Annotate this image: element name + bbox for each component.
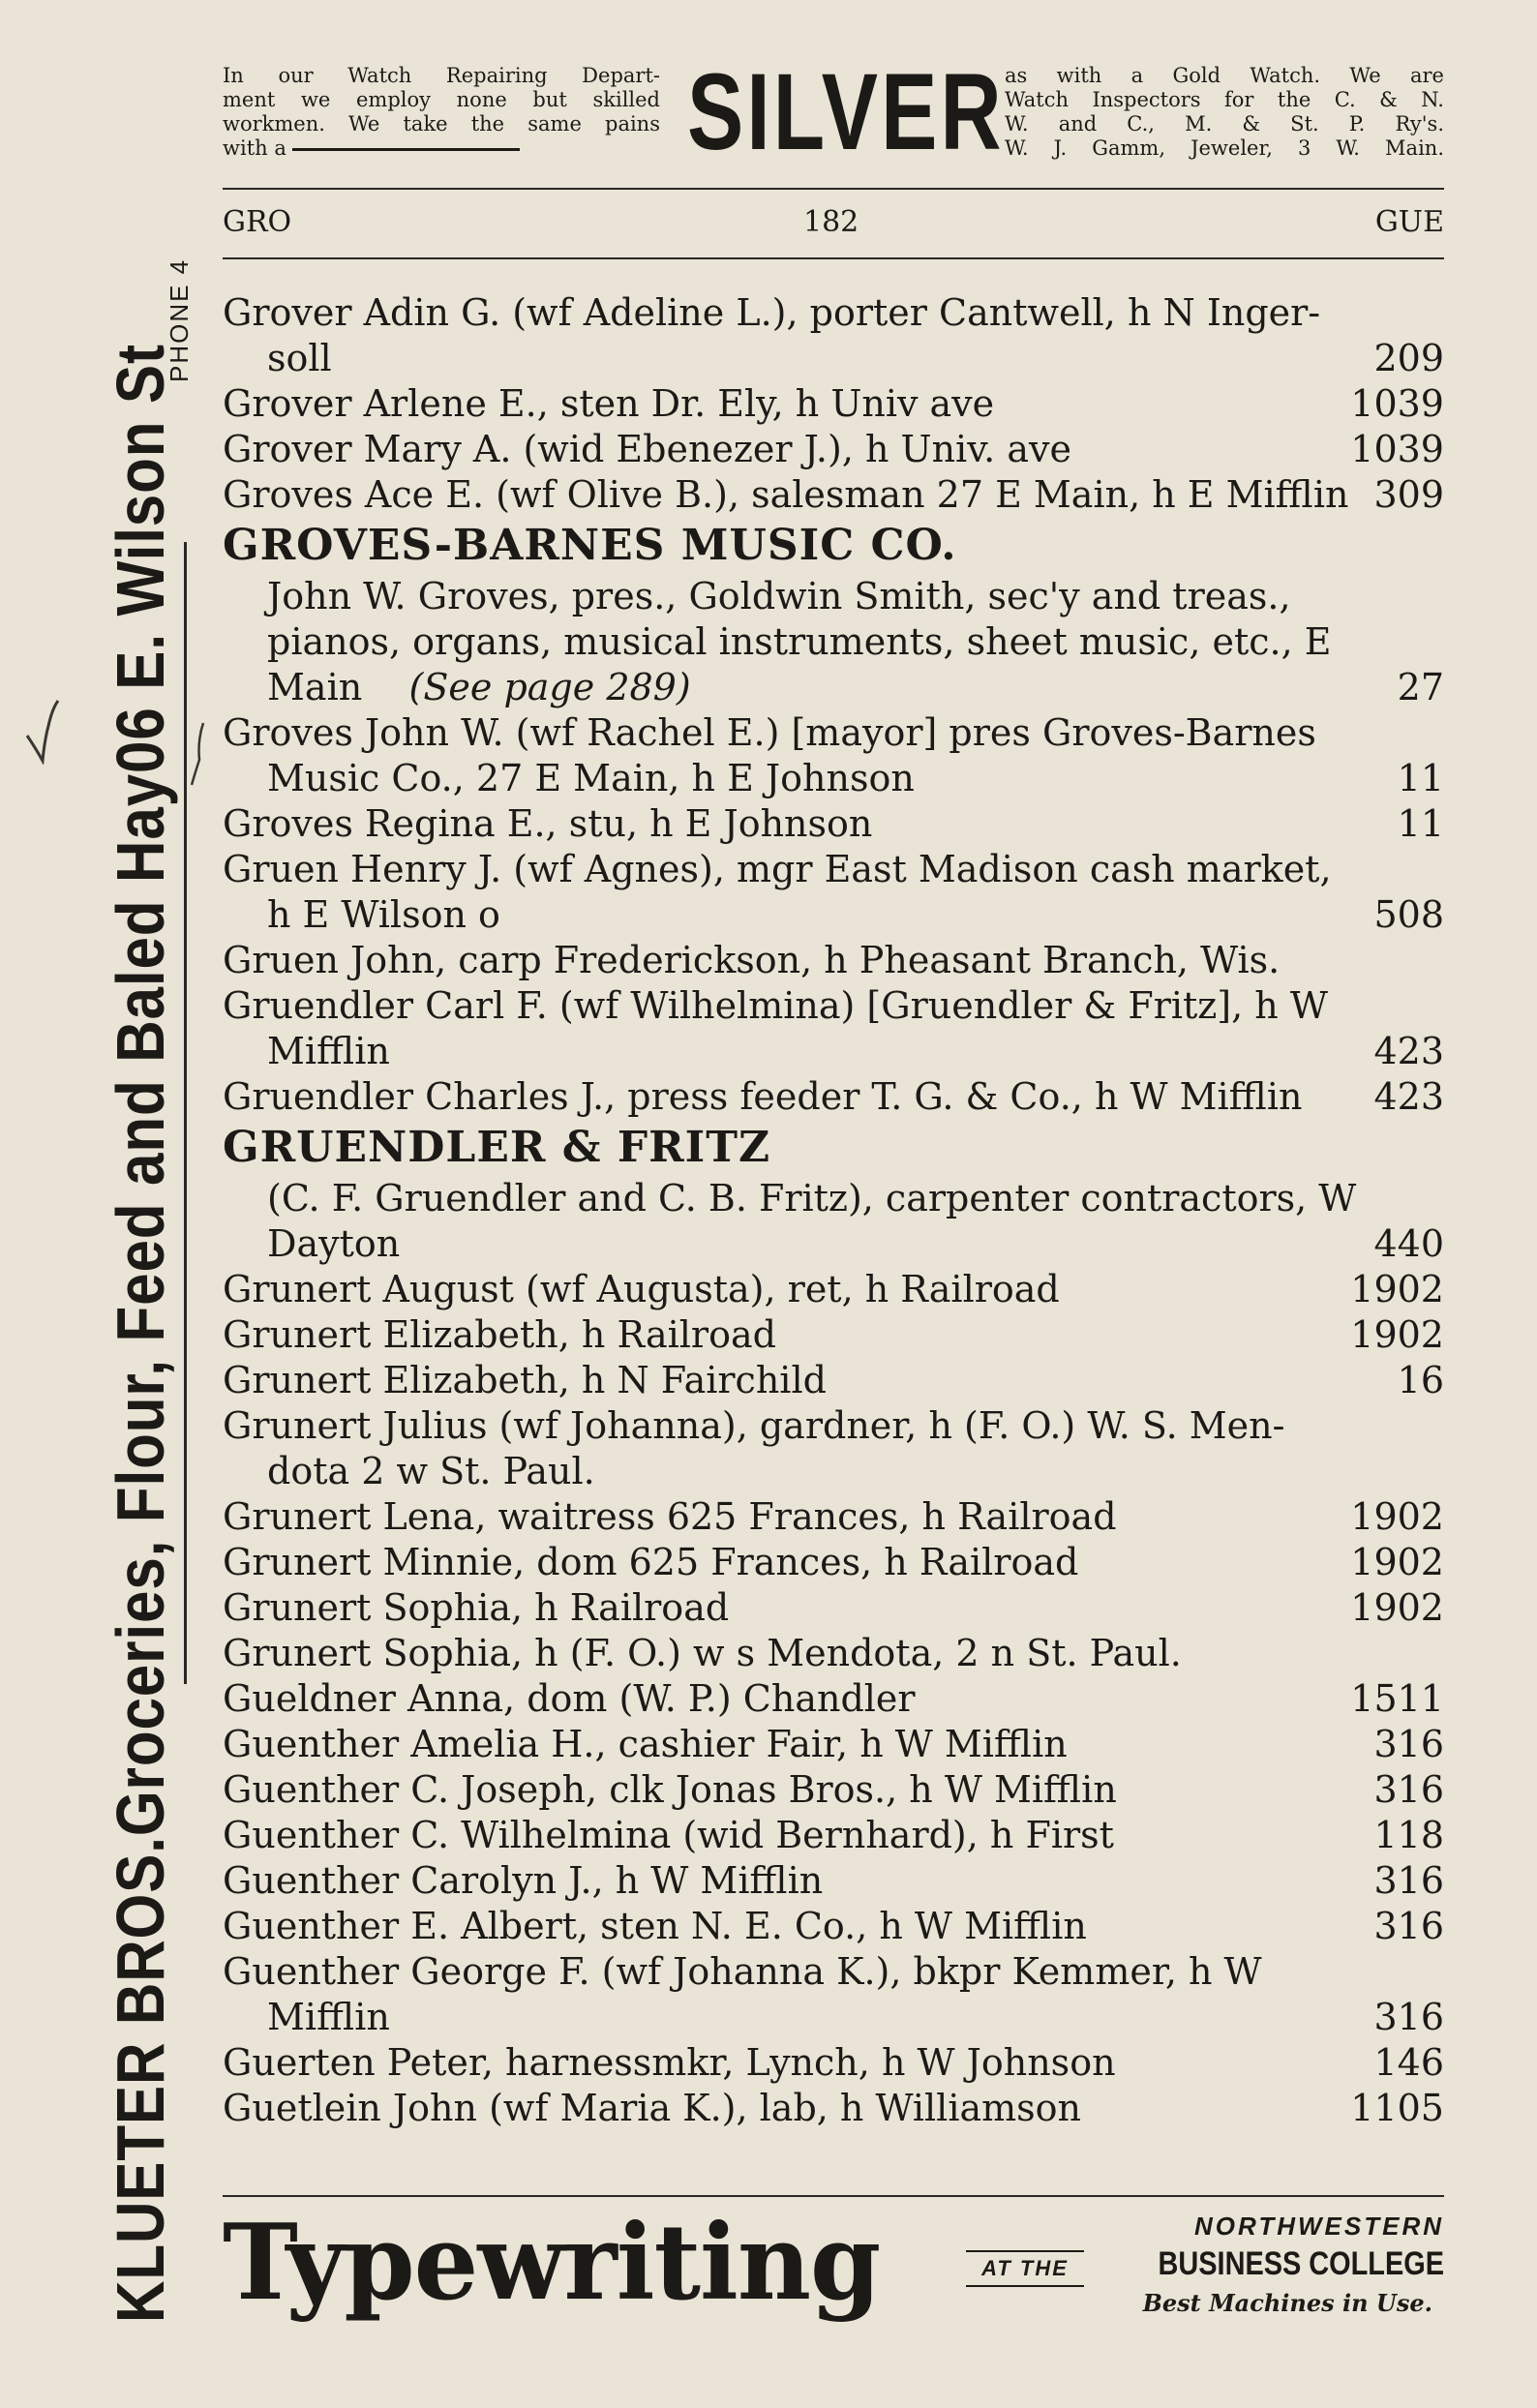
firm-description-text: John W. Groves, pres., Goldwin Smith, sec'y and treas., pianos, organs, musical instruments, sheet music, etc., E Main [267,575,1332,708]
side-ad-products: Groceries, Flour, Feed and Baled Hay [103,772,178,1837]
top-ad-left-text [223,64,660,161]
entry-number: 309 [1373,473,1444,516]
entry-number: 440 [1373,1222,1444,1265]
entry-text: Guerten Peter, harnessmkr, Lynch, h W Johnson [223,2041,1116,2084]
entry-text: Gruen Henry J. (wf Agnes), mgr East Madison cash market, h E Wilson o [223,848,1332,936]
entry-text: Guenther C. Wilhelmina (wid Bernhard), h First [223,1814,1114,1856]
entry-text: Gueldner Anna, dom (W. P.) Chandler [223,1677,916,1720]
entry-text: Guenther E. Albert, sten N. E. Co., h W Mifflin [223,1905,1087,1947]
list-item [223,1767,1444,1813]
entry-text: Grover Adin G. (wf Adeline L.), porter Cantwell, h N Inger-soll [223,291,1321,379]
list-item [223,1267,1444,1312]
entry-text: Guenther Amelia H., cashier Fair, h W Mifflin [223,1723,1068,1765]
list-item [223,1494,1444,1540]
entry-number: 423 [1373,1075,1444,1118]
entry-number: 1902 [1350,1268,1444,1310]
directory-listing [223,290,1444,2131]
typewriting-headline: Typewriting [223,2202,881,2324]
header-rule-top [223,188,1444,190]
side-margin-rule [184,542,187,1684]
blank-underline [292,148,520,151]
firm-name: GROVES-BARNES MUSIC CO. [223,521,957,570]
entry-number: 508 [1373,893,1444,936]
list-item [223,1074,1444,1120]
entry-text: Groves Regina E., stu, h E Johnson [223,802,873,845]
entry-text: Gruendler Charles J., press feeder T. G. & Co., h W Mifflin [223,1075,1303,1118]
entry-number: 423 [1373,1030,1444,1072]
top-ad-right-text [1005,64,1444,161]
page-number: 182 [803,205,859,239]
list-item [223,1722,1444,1767]
entry-text: Grunert August (wf Augusta), ret, h Railroad [223,1268,1060,1310]
header-right-guide: GUE [1374,205,1444,239]
entry-text: Gruen John, carp Frederickson, h Pheasant Branch, Wis. [223,939,1281,981]
entry-text: Grunert Elizabeth, h N Fairchild [223,1359,827,1401]
list-item [223,1631,1444,1676]
entry-text: Groves John W. (wf Rachel E.) [mayor] pres Groves-Barnes Music Co., 27 E Main, h E Johnson [223,711,1316,799]
entry-text: Guenther George F. (wf Johanna K.), bkpr Kemmer, h W Mifflin [223,1950,1262,2038]
list-item [223,1676,1444,1722]
entry-number: 316 [1373,1905,1444,1947]
firm-name: GRUENDLER & FRITZ [223,1123,771,1172]
college-name: BUSINESS COLLEGE [1158,2245,1444,2282]
entry-number: 1902 [1350,1586,1444,1629]
top-ad-left-line: In our Watch Repairing Depart- [223,64,660,87]
entry-text: Grunert Elizabeth, h Railroad [223,1313,776,1356]
list-item [223,847,1444,938]
top-ad-right-line: as with a Gold Watch. We are [1005,64,1444,87]
footer-rule [223,2195,1444,2197]
side-advertisement [82,344,198,2323]
entry-text: Guenther Carolyn J., h W Mifflin [223,1859,824,1902]
top-ad-right-line: W. and C., M. & St. P. Ry's. [1005,112,1444,135]
college-block [1105,2212,1444,2317]
list-item [223,472,1444,518]
entry-text: Grunert Sophia, h (F. O.) w s Mendota, 2 n St. Paul. [223,1632,1182,1674]
list-item [223,801,1444,847]
bottom-advertisement [223,2202,1444,2328]
top-ad-left-line: with a [223,136,286,160]
list-item [223,1585,1444,1631]
list-item [223,1949,1444,2040]
silver-headline: SILVER [687,51,1005,172]
entry-text: Grover Mary A. (wid Ebenezer J.), h Univ. ave [223,428,1071,470]
top-advertisement [223,51,1444,172]
list-item [223,1858,1444,1904]
top-ad-right-line: W. J. Gamm, Jeweler, 3 W. Main. [1005,136,1444,160]
header-left-guide: GRO [223,205,292,239]
entry-text: Grunert Sophia, h Railroad [223,1586,730,1629]
list-item [223,1358,1444,1403]
firm-description: (C. F. Gruendler and C. B. Fritz), carpenter contractors, W Dayton [267,1177,1357,1265]
pencil-bracket-mark-icon [190,721,211,789]
entry-text: Guenther C. Joseph, clk Jonas Bros., h W Mifflin [223,1768,1117,1811]
list-item [223,2086,1444,2131]
list-item [223,710,1444,801]
list-item [223,1540,1444,1585]
entry-number: 1902 [1350,1495,1444,1538]
entry-text: Gruendler Carl F. (wf Wilhelmina) [Gruendler & Fritz], h W Mifflin [223,984,1328,1072]
top-ad-right-line: Watch Inspectors for the C. & N. [1005,88,1444,111]
list-item [223,938,1444,983]
entry-number: 146 [1373,2041,1444,2084]
entry-number: 1902 [1350,1313,1444,1356]
firm-description [223,574,1444,710]
side-ad-address: 06 E. Wilson St [103,344,178,773]
entry-number: 1039 [1350,382,1444,425]
firm-page-reference: (See page 289) [408,666,691,708]
entry-number: 316 [1373,1859,1444,1902]
top-ad-left-line: ment we employ none but skilled [223,88,660,111]
top-ad-left-line: workmen. We take the same pains [223,112,660,135]
list-item [223,427,1444,472]
entry-number: 316 [1373,1768,1444,1811]
list-item [223,2040,1444,2086]
entry-number: 209 [1373,337,1444,379]
entry-number: 316 [1373,1996,1444,2038]
list-item [223,1904,1444,1949]
list-item [223,1403,1444,1494]
entry-number: 16 [1397,1359,1444,1401]
entry-text: Grunert Minnie, dom 625 Frances, h Railroad [223,1541,1079,1583]
list-item [223,381,1444,427]
running-header [223,205,1444,248]
college-region: NORTHWESTERN [1194,2212,1444,2241]
entry-text: Grunert Lena, waitress 625 Frances, h Railroad [223,1495,1117,1538]
list-item [223,290,1444,381]
header-rule-bottom [223,257,1444,259]
entry-number: 1902 [1350,1541,1444,1583]
side-ad-phone: PHONE 4 [165,257,194,382]
entry-number: 11 [1397,802,1444,845]
college-tagline: Best Machines in Use. [1142,2289,1432,2317]
entry-number: 11 [1397,757,1444,799]
firm-listing [223,1120,1444,1267]
entry-text: Groves Ace E. (wf Olive B.), salesman 27 E Main, h E Mifflin [223,473,1349,516]
side-ad-name: KLUETER BROS. [103,1836,178,2323]
entry-number: 1511 [1350,1677,1444,1720]
pencil-check-mark-icon [19,697,68,765]
entry-number: 316 [1373,1723,1444,1765]
entry-number: 1039 [1350,428,1444,470]
list-item [223,1312,1444,1358]
entry-text: Guetlein John (wf Maria K.), lab, h Williamson [223,2087,1082,2129]
entry-text: Grunert Julius (wf Johanna), gardner, h (F. O.) W. S. Men-dota 2 w St. Paul. [223,1404,1285,1492]
entry-number: 118 [1373,1814,1444,1856]
list-item [223,983,1444,1074]
firm-listing [223,518,1444,710]
list-item [223,1813,1444,1858]
entry-number: 1105 [1350,2087,1444,2129]
at-the-label: AT THE [966,2250,1084,2287]
entry-text: Grover Arlene E., sten Dr. Ely, h Univ ave [223,382,995,425]
entry-number: 27 [1397,666,1444,708]
